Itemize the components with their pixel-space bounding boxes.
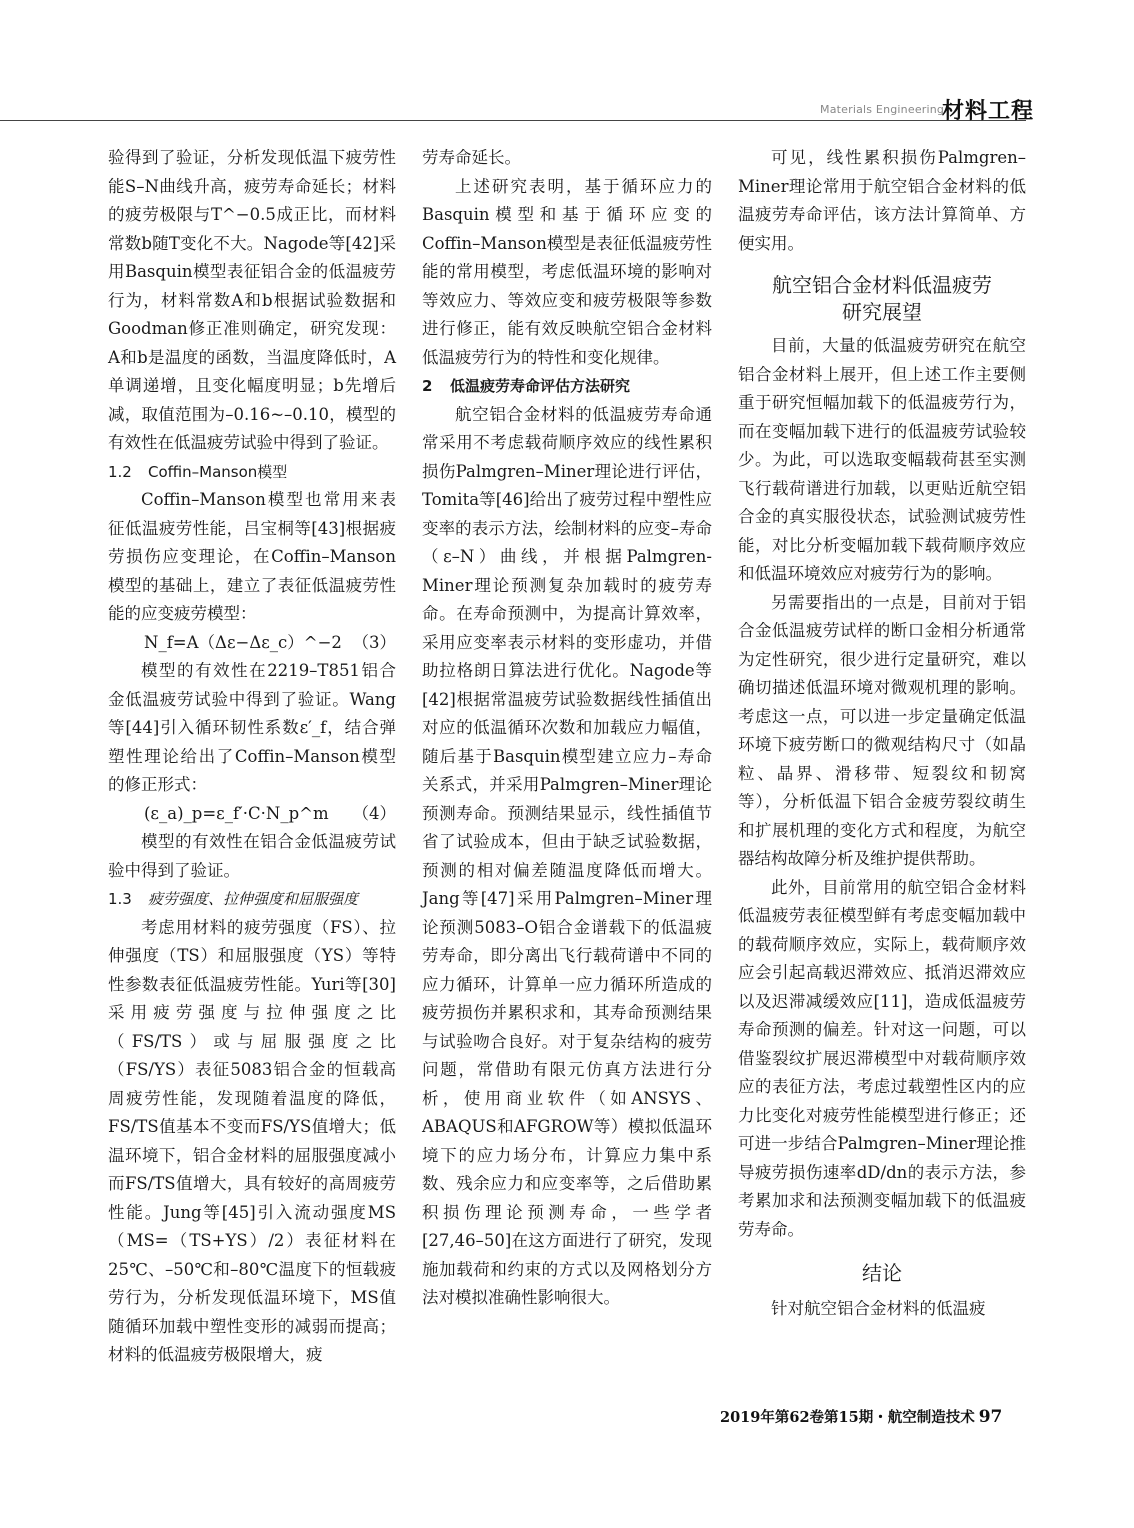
- conclusion-heading: 结论: [862, 1261, 902, 1285]
- section-2-heading: [422, 372, 712, 401]
- paragraph: 验得到了验证，分析发现低温下疲劳性能S–N曲线升高，疲劳寿命延长；材料的疲劳极限与T^−0.5成正比，而材料常数b随T变化不大。Nagode等[42]采用Basquin模型表征铝合金的低温疲劳行为，材料常数A和b根据试验数据和Goodman修正准则确定，研究发现：A和b是温度的函数，当温度降低时，A单调递增，且变化幅度明显；b先增后减，取值范围为–0.16~–0.10，模型的有效性在低温疲劳试验中得到了验证。: [108, 148, 396, 452]
- outlook-heading-line1: 航空铝合金材料低温疲劳: [772, 273, 992, 297]
- section-title: 疲劳强度、拉伸强度和屈服强度: [148, 890, 359, 908]
- page-number: 97: [978, 1407, 1003, 1427]
- paragraph: 另需要指出的一点是，目前对于铝合金低温疲劳试样的断口金相分析通常为定性研究，很少进行定量研究，难以确切描述低温环境对微观机理的影响。考虑这一点，可以进一步定量确定低温环境下疲劳断口的微观结构尺寸（如晶粒、晶界、滑移带、短裂纹和韧窝等），分析低温下铝合金疲劳裂纹萌生和扩展机理的变化方式和程度，为航空器结构故障分析及维护提供帮助。: [738, 592, 1026, 868]
- paragraph: Coffin–Manson模型也常用来表征低温疲劳性能，吕宝桐等[43]根据疲劳损伤应变理论，在Coffin–Manson模型的基础上，建立了表征低温疲劳性能的应变疲劳模型：: [108, 490, 396, 623]
- paragraph: 航空铝合金材料的低温疲劳寿命通常采用不考虑载荷顺序效应的线性累积损伤Palmgren–Miner理论进行评估，Tomita等[46]给出了疲劳过程中塑性应变率的表示方法，绘制材料的应变–寿命（ε–N）曲线，并根据Palmgren-Miner理论预测复杂加载时的疲劳寿命。在寿命预测中，为提高计算效率，采用应变率表示材料的变形虚功，并借助拉格朗日算法进行优化。Nagode等[42]根据常温疲劳试验数据线性插值出对应的低温循环次数和加载应力幅值，随后基于Basquin模型建立应力–寿命关系式，并采用Palmgren–Miner理论预测寿命。预测结果显示，线性插值节省了试验成本，但由于缺乏试验数据，预测的相对偏差随温度降低而增大。Jang等[47]采用Palmgren–Miner理论预测5083–O铝合金谱载下的低温疲劳寿命，即分离出飞行载荷谱中不同的应力循环，计算单一应力循环所造成的疲劳损伤并累积求和，其寿命预测结果与试验吻合良好。对于复杂结构的疲劳问题，常借助有限元仿真方法进行分析，使用商业软件（如ANSYS、ABAQUS和AFGROW等）模拟低温环境下的应力场分布，计算应力集中系数、残余应力和应变率等，之后借助累积损伤理论预测寿命，一些学者[27,46–50]在这方面进行了研究，发现施加载荷和约束的方式以及网格划分方法对模拟准确性影响很大。: [422, 404, 712, 1307]
- issue-info: 2019年第62卷第15期・航空制造技术: [720, 1409, 975, 1426]
- subsection-1-3-heading: [108, 885, 396, 914]
- paragraph: 可见，线性累积损伤Palmgren–Miner理论常用于航空铝合金材料的低温疲劳寿命评估，该方法计算简单、方便实用。: [738, 148, 1026, 253]
- section-title: 低温疲劳寿命评估方法研究: [450, 377, 631, 395]
- equation-number: （4）: [352, 803, 396, 823]
- section-number: 1.3: [108, 890, 132, 908]
- section-number: 1.2: [108, 462, 132, 481]
- column-middle: [422, 144, 712, 1313]
- section-title: Coffin–Manson模型: [148, 462, 288, 481]
- journal-name-en: Materials Engineering: [820, 103, 945, 116]
- subsection-1-2-heading: [108, 458, 396, 487]
- equation-body: N_f=A（Δε−Δε_c）^−2: [144, 632, 342, 652]
- equation-3: [108, 629, 396, 658]
- paragraph: 模型的有效性在2219–T851铝合金低温疲劳试验中得到了验证。Wang等[44]引入循环韧性系数ε′_f，结合弹塑性理论给出了Coffin–Manson模型的修正形式：: [108, 661, 396, 794]
- paragraph: 上述研究表明，基于循环应力的Basquin模型和基于循环应变的Coffin–Manson模型是表征低温疲劳性能的常用模型，考虑低温环境的影响对等效应力、等效应变和疲劳极限等参数进行修正，能有效反映航空铝合金材料低温疲劳行为的特性和变化规律。: [422, 176, 712, 367]
- header-rule: [0, 120, 1026, 121]
- page-footer: [720, 1406, 1002, 1427]
- equation-body: (ε_a)_p=ε_f′·C·N_p^m: [144, 803, 329, 823]
- outlook-heading: [738, 272, 1026, 326]
- column-left: [108, 144, 396, 1370]
- paragraph: 针对航空铝合金材料的低温疲: [771, 1299, 986, 1318]
- equation-number: （3）: [352, 632, 396, 652]
- column-right: [738, 144, 1026, 1324]
- journal-name-cn: 材料工程: [942, 98, 1035, 124]
- outlook-heading-line2: 研究展望: [842, 300, 922, 324]
- paragraph: 考虑用材料的疲劳强度（FS）、拉伸强度（TS）和屈服强度（YS）等特性参数表征低温疲劳性能。Yuri等[30]采用疲劳强度与拉伸强度之比（FS/TS）或与屈服强度之比（FS/YS）表征5083铝合金的恒载高周疲劳性能，发现随着温度的降低，FS/TS值基本不变而FS/YS值增大；低温环境下，铝合金材料的屈服强度减小而FS/TS值增大，具有较好的高周疲劳性能。Jung等[45]引入流动强度MS（MS=（TS+YS）/2）表征材料在25℃、–50℃和–80℃温度下的恒载疲劳行为，分析发现低温环境下，MS值随循环加载中塑性变形的减弱而提高；材料的低温疲劳极限增大，疲: [108, 917, 396, 1364]
- paragraph: 劳寿命延长。: [422, 148, 521, 167]
- paragraph: 模型的有效性在铝合金低温疲劳试验中得到了验证。: [108, 832, 396, 880]
- section-number: 2: [422, 377, 433, 395]
- paragraph: 此外，目前常用的航空铝合金材料低温疲劳表征模型鲜有考虑变幅加载中的载荷顺序效应，实际上，载荷顺序效应会引起高载迟滞效应、抵消迟滞效应以及迟滞减缓效应[11]，造成低温疲劳寿命预测的偏差。针对这一问题，可以借鉴裂纹扩展迟滞模型中对载荷顺序效应的表征方法，考虑过载塑性区内的应力比变化对疲劳性能模型进行修正；还可进一步结合Palmgren–Miner理论推导疲劳损伤速率dD/dn的表示方法，参考累加求和法预测变幅加载下的低温疲劳寿命。: [738, 877, 1026, 1239]
- paragraph: 目前，大量的低温疲劳研究在航空铝合金材料上展开，但上述工作主要侧重于研究恒幅加载下的低温疲劳行为，而在变幅加载下进行的低温疲劳试验较少。为此，可以选取变幅载荷甚至实测飞行载荷谱进行加载，以更贴近航空铝合金的真实服役状态，试验测试疲劳性能，对比分析变幅加载下载荷顺序效应和低温环境效应对疲劳行为的影响。: [738, 336, 1026, 583]
- equation-4: [108, 800, 396, 829]
